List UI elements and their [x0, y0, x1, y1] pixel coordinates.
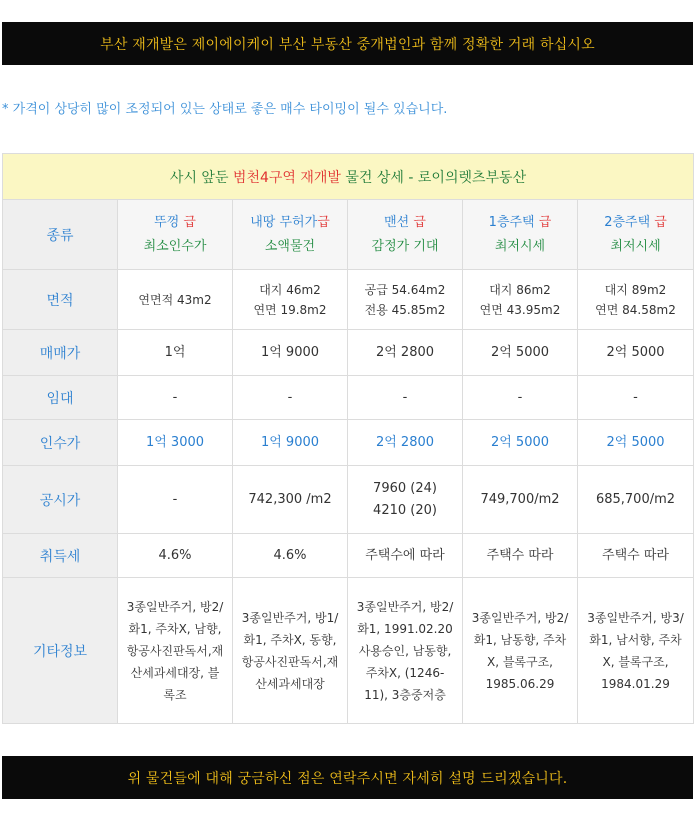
extra-info-cell: 3종일반주거, 방2/화1, 주차X, 남향, 항공사진판독서,재산세과세대장, 블록조 [118, 578, 233, 724]
takeover-cell: 2억 5000 [578, 420, 694, 466]
type-grade: 급 [413, 214, 426, 230]
rent-cell: - [233, 376, 348, 420]
caption-highlight: 범천4구역 재개발 [232, 169, 341, 186]
rent-cell: - [578, 376, 694, 420]
extra-info-cell: 3종일반주거, 방3/화1, 남서향, 주차X, 블록구조, 1984.01.29 [578, 578, 694, 724]
row-label-acquisition-tax: 취득세 [3, 534, 118, 578]
official-price-cell [233, 466, 348, 534]
caption-suffix: 물건 상세 - 로이의렛츠부동산 [340, 169, 527, 186]
row-label-takeover: 인수가 [3, 420, 118, 466]
type-title: 뚜껑 [154, 214, 184, 230]
area-line: 연면 43.95m2 [479, 302, 561, 317]
area-line: 연면 19.8m2 [253, 302, 327, 317]
top-banner: 부산 재개발은 제이에이케이 부산 부동산 중개법인과 함께 정확한 거래 하십시오 [2, 22, 693, 65]
type-cell [348, 200, 463, 270]
official-price-cell [118, 466, 233, 534]
official-line: 742,300 /m2 [248, 491, 332, 507]
official-line: 7960 (24) [373, 480, 437, 496]
type-grade: 급 [183, 214, 196, 230]
sale-price-cell: 2억 5000 [463, 330, 578, 376]
rent-cell: - [463, 376, 578, 420]
type-grade: 급 [317, 214, 330, 230]
takeover-cell: 1억 9000 [233, 420, 348, 466]
type-sub: 최저시세 [494, 238, 546, 254]
caption-prefix: 사시 앞둔 [169, 169, 233, 186]
official-price-cell [348, 466, 463, 534]
area-line: 대지 89m2 [604, 282, 667, 297]
extra-info-cell: 3종일반주거, 방2/화1, 1991.02.20사용승인, 남동향, 주차X, (1246-11), 3층중저층 [348, 578, 463, 724]
sale-price-cell: 1억 9000 [233, 330, 348, 376]
acquisition-tax-cell: 주택수 따라 [463, 534, 578, 578]
row-label-type: 종류 [3, 200, 118, 270]
acquisition-tax-cell: 4.6% [118, 534, 233, 578]
type-title: 1층주택 [488, 214, 539, 230]
type-sub: 소액물건 [264, 238, 316, 254]
extra-info-cell: 3종일반주거, 방1/화1, 주차X, 동향, 항공사진판독서,재산세과세대장 [233, 578, 348, 724]
official-line: 4210 (20) [373, 502, 437, 518]
area-cell [118, 270, 233, 330]
table-caption [3, 154, 694, 200]
rent-cell: - [348, 376, 463, 420]
takeover-cell: 2억 5000 [463, 420, 578, 466]
area-line: 공급 54.64m2 [364, 282, 446, 297]
area-cell [348, 270, 463, 330]
row-label-rent: 임대 [3, 376, 118, 420]
row-label-official-price: 공시가 [3, 466, 118, 534]
area-cell [463, 270, 578, 330]
area-line: 연면 84.58m2 [595, 302, 676, 317]
official-price-cell [463, 466, 578, 534]
row-label-extra-info: 기타정보 [3, 578, 118, 724]
type-cell [118, 200, 233, 270]
sale-price-cell: 1억 [118, 330, 233, 376]
area-line: 대지 46m2 [259, 282, 321, 297]
type-sub: 최저시세 [610, 238, 661, 254]
sale-price-cell: 2억 5000 [578, 330, 694, 376]
type-grade: 급 [538, 214, 552, 230]
area-line: 연면적 43m2 [138, 292, 212, 307]
row-label-area: 면적 [3, 270, 118, 330]
area-line: 전용 45.85m2 [364, 302, 446, 317]
official-line: 685,700/m2 [595, 491, 676, 507]
type-title: 내땅 무허가 [250, 214, 318, 230]
type-cell [233, 200, 348, 270]
type-cell [463, 200, 578, 270]
takeover-cell: 1억 3000 [118, 420, 233, 466]
price-notice: * 가격이 상당히 많이 조정되어 있는 상태로 좋은 매수 타이밍이 될수 있습니다. [2, 102, 448, 117]
type-sub: 최소인수가 [143, 238, 207, 254]
rent-cell: - [118, 376, 233, 420]
listing-table [2, 153, 694, 724]
sale-price-cell: 2억 2800 [348, 330, 463, 376]
acquisition-tax-cell: 주택수 따라 [578, 534, 694, 578]
type-grade: 급 [654, 214, 667, 230]
area-line: 대지 86m2 [489, 282, 551, 297]
bottom-banner: 위 물건들에 대해 궁금하신 점은 연락주시면 자세히 설명 드리겠습니다. [2, 756, 693, 799]
type-title: 2층주택 [604, 214, 655, 230]
official-price-cell [578, 466, 694, 534]
official-line: 749,700/m2 [480, 491, 560, 507]
type-cell [578, 200, 694, 270]
takeover-cell: 2억 2800 [348, 420, 463, 466]
row-label-sale-price: 매매가 [3, 330, 118, 376]
acquisition-tax-cell: 주택수에 따라 [348, 534, 463, 578]
area-cell [578, 270, 694, 330]
type-sub: 감정가 기대 [371, 238, 439, 254]
official-line: - [172, 491, 178, 507]
type-title: 맨션 [384, 214, 414, 230]
acquisition-tax-cell: 4.6% [233, 534, 348, 578]
area-cell [233, 270, 348, 330]
extra-info-cell: 3종일반주거, 방2/화1, 남동향, 주차X, 블록구조, 1985.06.29 [463, 578, 578, 724]
